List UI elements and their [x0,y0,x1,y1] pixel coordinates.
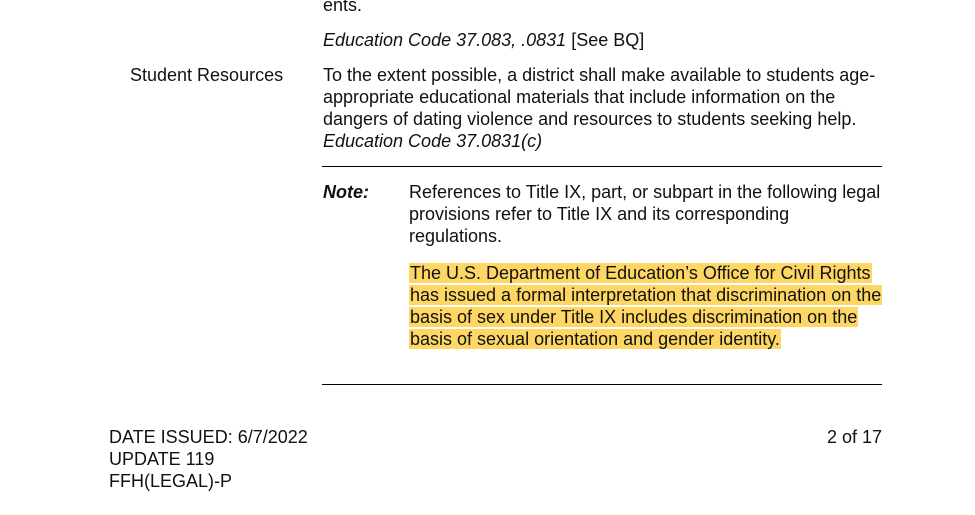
citation-see-reference: [See BQ] [566,30,645,50]
footer-metadata [109,426,308,492]
student-resources-paragraph [323,64,883,152]
note-paragraph-highlighted [409,262,885,350]
footer-date-issued: DATE ISSUED: 6/7/2022 [109,427,308,447]
note-top-rule [322,166,882,167]
highlighted-text: The U.S. Department of Education’s Office for Civil Rights has issued a formal interpretation that discrimination on the basis of sex under Title IX includes discrimination on the basis of sexual orientation and gender identity. [410,263,882,349]
footer-policy-code: FFH(LEGAL)-P [109,471,233,491]
student-resources-text: To the extent possible, a district shall make available to students age-appropriate educational materials that include information on the dangers of dating violence and resources to students seeking help. [323,65,876,129]
note-paragraph-title-ix: References to Title IX, part, or subpart in the following legal provisions refer to Title IX and its corresponding regulations. [409,182,881,246]
footer-page-number: 2 of 17 [826,427,882,447]
note-bottom-rule [322,384,882,385]
citation-code: Education Code 37.083, .0831 [323,30,567,50]
footer-update: UPDATE 119 [109,449,215,469]
student-resources-citation: Education Code 37.0831(c) [323,131,543,151]
section-label-student-resources: Student Resources [130,65,284,85]
note-label: Note: [323,182,369,202]
citation-education-code-37-083 [323,29,644,51]
previous-text-fragment: ents. [323,0,363,15]
